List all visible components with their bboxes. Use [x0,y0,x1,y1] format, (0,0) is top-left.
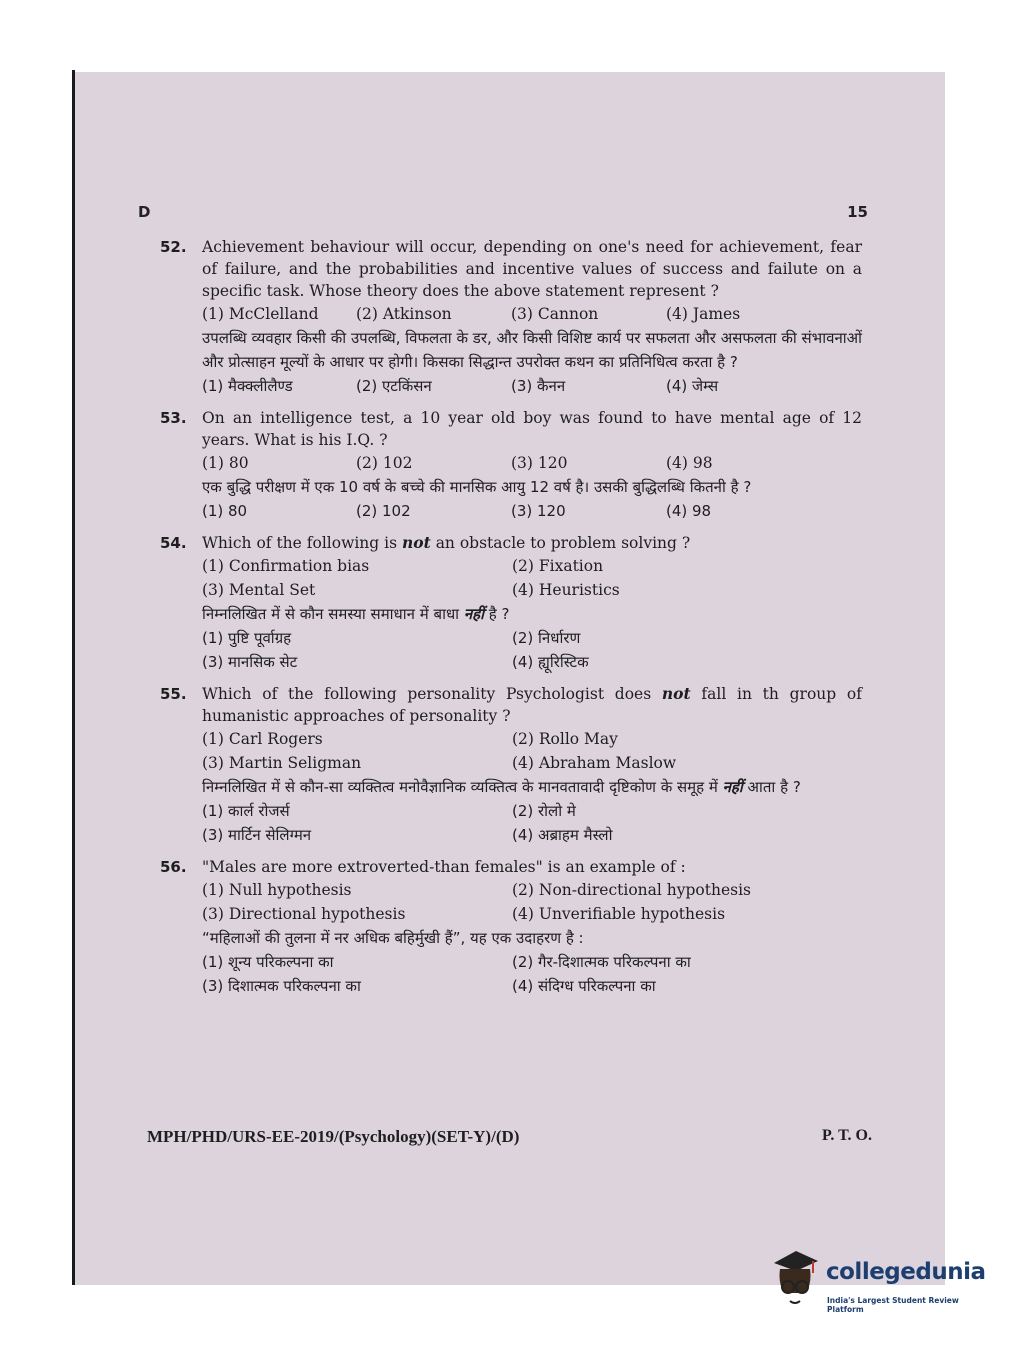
question-number: 56. [160,858,187,876]
option: (2) गैर-दिशात्मक परिकल्पना का [512,953,691,971]
option: (4) अब्राहम मैस्लो [512,826,613,844]
option: (1) मैक्क्लीलैण्ड [202,377,293,395]
option: (1) Carl Rogers [202,730,323,748]
options-hindi [202,800,862,846]
options-english [202,879,862,925]
question-text-hindi [202,775,862,799]
page-number: 15 [847,203,868,221]
emphasis-not: not [661,684,691,703]
question-text-english: Achievement behaviour will occur, depending on one's need for achievement, fear of failure, and the probabilities and incentive values of success and failute on a specific task. Whose theory does the above statement represent ? [202,238,862,300]
option: (4) James [666,305,741,323]
option: (1) कार्ल रोजर्स [202,802,290,820]
question-number: 54. [160,534,187,552]
options-hindi [202,951,862,997]
option: (3) Cannon [511,305,599,323]
options-english [202,728,862,774]
options-hindi [202,627,862,673]
question-number: 53. [160,409,187,427]
option: (4) Abraham Maslow [512,754,677,772]
brand-name: collegedunia [826,1259,986,1285]
options-english [202,452,862,474]
option: (3) मार्टिन सेलिग्मन [202,826,312,844]
option: (4) Heuristics [512,581,620,599]
option: (4) ह्यूरिस्टिक [512,653,589,671]
option: (2) रोलो मे [512,802,576,820]
page-header [138,203,868,225]
option: (3) 120 [511,502,566,520]
emphasis-not: नहीं [722,778,743,796]
option: (1) Confirmation bias [202,557,370,575]
option: (2) निर्धारण [512,629,581,647]
question-text-hindi [202,602,862,626]
option: (1) शून्य परिकल्पना का [202,953,334,971]
collegedunia-logo [768,1243,998,1323]
set-code: D [138,203,151,221]
text-fragment: आता है ? [742,778,801,796]
question-text-english: On an intelligence test, a 10 year old boy was found to have mental age of 12 years. What is his I.Q. ? [202,409,862,449]
question-text-english: "Males are more extroverted-than females" is an example of : [202,858,686,876]
question-55 [160,683,862,846]
please-turn-over: P. T. O. [822,1127,872,1144]
option: (3) कैनन [511,377,566,395]
question-53 [160,407,862,522]
text-fragment: Which of the following is [202,534,402,552]
text-fragment: है ? [484,605,510,623]
question-text-hindi: “महिलाओं की तुलना में नर अधिक बहिर्मुखी हैं”, यह एक उदाहरण है : [202,929,584,947]
option: (2) Non-directional hypothesis [512,881,752,899]
option: (2) Fixation [512,557,604,575]
option: (4) संदिग्ध परिकल्पना का [512,977,656,995]
option: (1) Null hypothesis [202,881,352,899]
mascot-icon [768,1243,823,1313]
option: (1) पुष्टि पूर्वाग्रह [202,629,292,647]
question-number: 55. [160,685,187,703]
option: (3) Martin Seligman [202,754,362,772]
emphasis-not: नहीं [463,605,485,623]
option: (3) Mental Set [202,581,316,599]
option: (2) Rollo May [512,730,618,748]
options-hindi [202,375,862,397]
option: (3) 120 [511,454,568,472]
option: (3) Directional hypothesis [202,905,406,923]
options-english [202,555,862,601]
text-fragment: an obstacle to problem solving ? [430,534,691,552]
question-text-english [202,532,862,554]
text-fragment: निम्नलिखित में से कौन-सा व्यक्तित्व मनोवैज्ञानिक व्यक्तित्व के मानवतावादी दृष्टिकोण के समूह में [202,778,723,796]
option: (2) Atkinson [356,305,452,323]
option: (1) 80 [202,502,248,520]
question-text-hindi: उपलब्धि व्यवहार किसी की उपलब्धि, विफलता के डर, और किसी विशिष्ट कार्य पर सफलता और असफलता की संभावनाओं और प्रोत्साहन मूल्यों के आधार पर होगी। किसका सिद्धान्त उपरोक्त कथन का प्रतिनिधित्व करता है ? [202,329,862,371]
option: (2) एटकिंसन [356,377,432,395]
option: (4) 98 [666,454,713,472]
brand-tagline: India's Largest Student Review Platform [827,1296,959,1314]
option: (4) जेम्स [666,377,719,395]
question-56 [160,856,862,997]
options-hindi [202,500,862,522]
question-52 [160,236,862,397]
text-fragment: Which of the following personality Psychologist does [202,685,662,703]
option: (3) दिशात्मक परिकल्पना का [202,977,361,995]
option: (4) Unverifiable hypothesis [512,905,726,923]
option: (1) McClelland [202,305,319,323]
text-fragment: fall in th group of humanistic approaches of personality ? [202,685,862,725]
options-english [202,303,862,325]
paper-code: MPH/PHD/URS-EE-2019/(Psychology)(SET-Y)/(D) [147,1127,520,1146]
question-list [160,236,862,1007]
question-text-english [202,683,862,727]
question-number: 52. [160,238,187,256]
option: (2) 102 [356,454,413,472]
question-54 [160,532,862,673]
option: (4) 98 [666,502,712,520]
option: (2) 102 [356,502,411,520]
option: (1) 80 [202,454,249,472]
emphasis-not: not [401,533,431,552]
text-fragment: निम्नलिखित में से कौन समस्या समाधान में बाधा [202,605,464,623]
option: (3) मानसिक सेट [202,653,298,671]
question-text-hindi: एक बुद्धि परीक्षण में एक 10 वर्ष के बच्चे की मानसिक आयु 12 वर्ष है। उसकी बुद्धिलब्धि कितनी है ? [202,478,752,496]
